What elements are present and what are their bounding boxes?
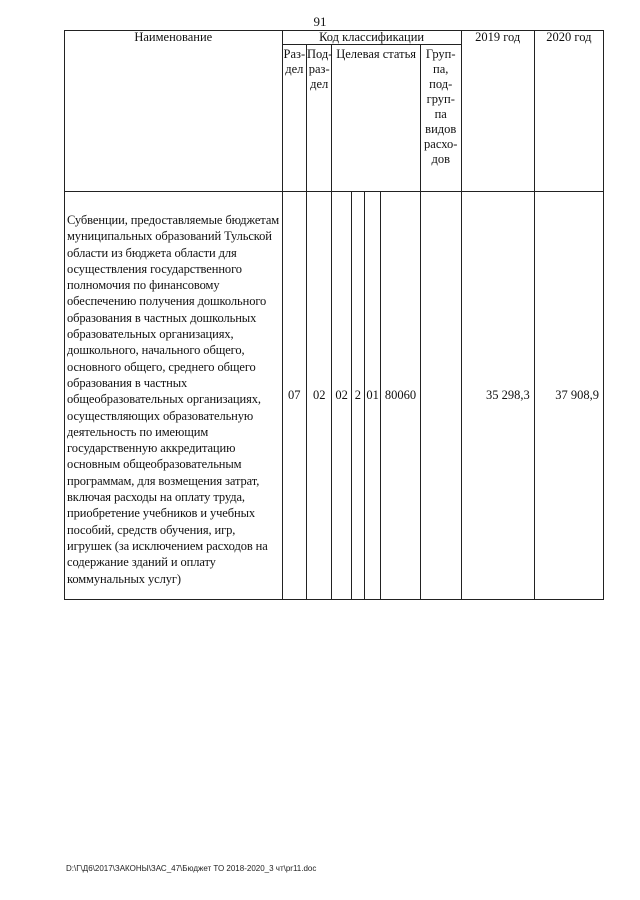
row-target-3: 01 xyxy=(364,192,380,600)
page-number: 91 xyxy=(313,14,327,29)
header-razdel: Раз-дел xyxy=(282,45,306,192)
header-target: Целевая статья xyxy=(332,45,420,192)
budget-table xyxy=(64,30,604,600)
row-target-2: 2 xyxy=(351,192,364,600)
header-name: Наименование xyxy=(65,31,283,192)
table-row xyxy=(65,192,604,600)
header-year-2019: 2019 год xyxy=(461,31,534,192)
row-amount-2019: 35 298,3 xyxy=(461,192,534,600)
header-code-group: Код классификации xyxy=(282,31,461,45)
header-podrazdel: Под-раз-дел xyxy=(307,45,332,192)
row-amount-2020: 37 908,9 xyxy=(534,192,603,600)
row-target-1: 02 xyxy=(332,192,351,600)
header-row-top xyxy=(65,31,604,45)
header-year-2020: 2020 год xyxy=(534,31,603,192)
row-name: Субвенции, предоставляемые бюджетам муниципальных образований Тульской области из бюджета области для осуществления государственного полномочия по финансовому обеспечению получения дошкольного образования в частных дошкольных образовательных организациях, дошкольного, начального общего, основного общего, среднего общего образования в частных общеобразовательных организациях, осуществляющих образовательную деятельность по имеющим государственную аккредитацию основным общеобразовательным программам, для возмещения затрат, включая расходы на оплату труда, приобретение учебников и учебных пособий, средств обучения, игр, игрушек (за исключением расходов на содержание зданий и оплату коммунальных услуг) xyxy=(65,192,283,600)
file-path-footer: D:\Г\Д6\2017\ЗАКОНЫ\ЗАС_47\Бюджет ТО 2018-2020_3 чт\pr11.doc xyxy=(66,864,317,873)
row-target-4: 80060 xyxy=(381,192,421,600)
row-group-vr xyxy=(420,192,461,600)
row-razdel: 07 xyxy=(282,192,306,600)
header-group-vr: Груп-па, под-груп-па видов расхо-дов xyxy=(420,45,461,192)
row-podrazdel: 02 xyxy=(307,192,332,600)
